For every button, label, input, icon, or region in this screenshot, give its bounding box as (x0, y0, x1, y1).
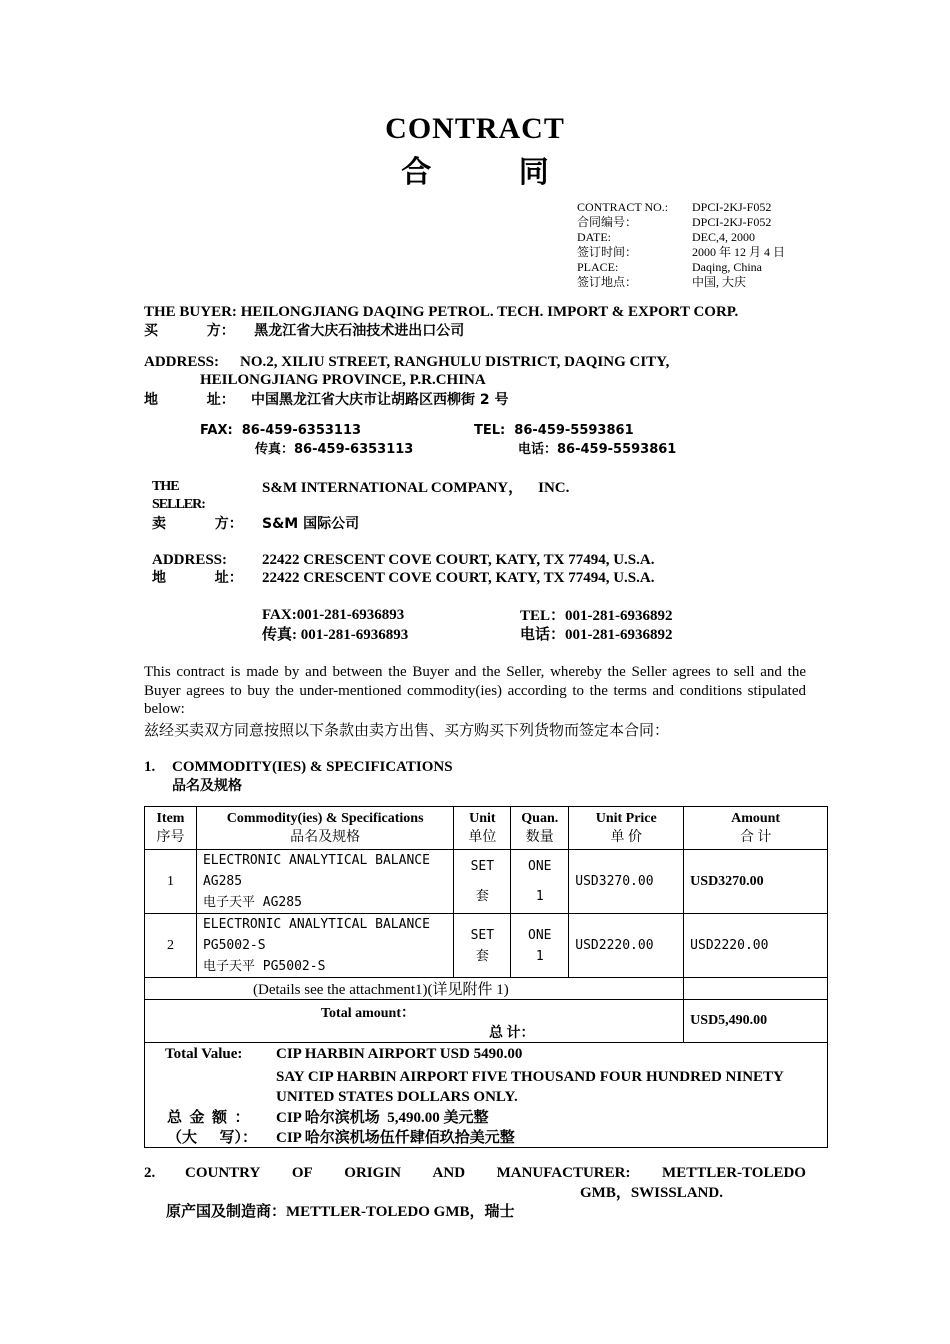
header-cell: Unit 单位 (454, 807, 511, 850)
header-cell: Amount 合 计 (684, 807, 828, 850)
meta-label: PLACE: (577, 260, 619, 274)
seller-fax-cn: 传真: 001-281-6936893 (262, 627, 409, 643)
total-value-label-cn-2: （大 写）： (167, 1130, 258, 1146)
seller-label-cn: 卖 方： (152, 516, 243, 532)
section-2-word: COUNTRY (185, 1165, 261, 1181)
section-1-number: 1. (144, 759, 156, 775)
seller-label-1: THE (152, 479, 179, 494)
seller-address-label: ADDRESS: (152, 552, 228, 568)
total-label-cn: 总 计： (489, 1026, 535, 1041)
section-2-number: 2. (144, 1165, 156, 1181)
intro-text-cn: 兹经买卖双方同意按照以下条款由卖方出售、买方购买下列货物而签定本合同： (144, 723, 670, 739)
total-amount: USD5,490.00 (684, 1000, 828, 1043)
header-cell: Item 序号 (145, 807, 197, 850)
item-amount: USD2220.00 (684, 914, 828, 978)
meta-value: DEC,4, 2000 (692, 230, 755, 244)
meta-label: CONTRACT NO.: (577, 200, 669, 214)
table-row (145, 850, 828, 914)
item-number: 1 (145, 850, 197, 914)
seller-label-2: SELLER: (152, 497, 205, 512)
buyer-address-2: HEILONGJIANG PROVINCE, P.R.CHINA (200, 372, 486, 388)
total-value-label-cn-1: 总 金 额 ： (167, 1110, 250, 1126)
meta-value: 中国, 大庆 (692, 275, 747, 289)
seller-address: 22422 CRESCENT COVE COURT, KATY, TX 77494, U.S.A. (262, 552, 655, 568)
item-number: 2 (145, 914, 197, 978)
header-cell: Unit Price 单 价 (569, 807, 684, 850)
total-value-box (144, 1040, 828, 1148)
table-row (145, 914, 828, 978)
buyer-name: HEILONGJIANG DAQING PETROL. TECH. IMPORT & EXPORT CORP. (240, 304, 739, 320)
seller-fax: FAX:001-281-6936893 (262, 607, 405, 623)
buyer-tel: TEL: 86-459-5593861 (474, 423, 634, 438)
item-unit-price: USD3270.00 (569, 850, 684, 914)
buyer-address-cn: 中国黑龙江省大庆市让胡路区西柳街 2 号 (251, 392, 509, 408)
seller-label (152, 478, 205, 514)
header-cell: Quan. 数量 (511, 807, 569, 850)
buyer-label-cn: 买 方： (144, 323, 235, 339)
meta-label: 合同编号： (577, 215, 638, 229)
meta-value: DPCI-2KJ-F052 (692, 200, 772, 214)
buyer-label: THE BUYER: (144, 304, 237, 320)
buyer-address-label: ADDRESS: (144, 354, 220, 370)
item-description: ELECTRONIC ANALYTICAL BALANCE PG5002-S 电子天平 PG5002-S (196, 914, 453, 978)
details-empty (684, 978, 828, 1000)
header-cell: Commodity(ies) & Specifications 品名及规格 (196, 807, 453, 850)
contract-title: CONTRACT (385, 112, 565, 145)
section-2-word: MANUFACTURER: (496, 1165, 631, 1181)
total-row (145, 1000, 828, 1043)
seller-tel: TEL：001-281-6936892 (520, 608, 673, 624)
contract-meta (577, 200, 785, 290)
section-1-title: COMMODITY(IES) & SPECIFICATIONS (172, 759, 453, 775)
total-label: Total amount： (321, 1006, 416, 1021)
buyer-fax: FAX: 86-459-6353113 (200, 423, 362, 438)
item-description: ELECTRONIC ANALYTICAL BALANCE AG285 电子天平 AG285 (196, 850, 453, 914)
meta-label: 签订地点： (577, 275, 638, 289)
section-2-word: METTLER-TOLEDO (662, 1165, 806, 1181)
contract-title-cn: 合 同 (401, 156, 589, 189)
item-quantity: ONE 1 (511, 850, 569, 914)
total-value-line-2: SAY CIP HARBIN AIRPORT FIVE THOUSAND FOUR HUNDRED NINETY (276, 1069, 784, 1085)
section-2-title (185, 1164, 806, 1182)
intro-text: This contract is made by and between the Buyer and the Seller, whereby the Seller agrees to sell and the Buyer agrees to buy the under-mentioned commodity(ies) according to the terms and conditions stipulated below: (144, 664, 806, 717)
buyer-fax-cn: 传真：86-459-6353113 (255, 442, 414, 457)
seller-name-cn: S&M 国际公司 (262, 516, 360, 532)
meta-value: 2000 年 12 月 4 日 (692, 245, 786, 259)
meta-label: DATE: (577, 230, 611, 244)
seller-name: S&M INTERNATIONAL COMPANY， INC. (262, 480, 570, 496)
table-header-row (145, 807, 828, 850)
goods-table (144, 806, 828, 1043)
buyer-name-cn: 黑龙江省大庆石油技术进出口公司 (254, 323, 465, 339)
buyer-line-cn (144, 322, 464, 340)
total-value-line-4: CIP 哈尔滨机场 5,490.00 美元整 (276, 1110, 489, 1126)
item-amount: USD3270.00 (684, 850, 828, 914)
total-value-label: Total Value: (165, 1046, 243, 1062)
item-unit: SET 套 (454, 850, 511, 914)
section-2-word: OF (291, 1165, 313, 1181)
item-unit-price: USD2220.00 (569, 914, 684, 978)
seller-address-label-cn: 地 址： (152, 570, 243, 586)
buyer-address-label-cn: 地 址： (144, 392, 235, 408)
total-value-line-5: CIP 哈尔滨机场伍仟肆佰玖拾美元整 (276, 1130, 515, 1146)
item-quantity: ONE 1 (511, 914, 569, 978)
meta-value: Daqing, China (692, 260, 762, 274)
buyer-address-1: NO.2, XILIU STREET, RANGHULU DISTRICT, DAQING CITY, (240, 354, 670, 370)
section-2-cn: 原产国及制造商：METTLER-TOLEDO GMB，瑞士 (166, 1204, 515, 1220)
total-value-line-3: UNITED STATES DOLLARS ONLY. (276, 1089, 518, 1105)
section-2-word: ORIGIN (344, 1165, 401, 1181)
item-unit: SET 套 (454, 914, 511, 978)
section-2-word: AND (432, 1165, 466, 1181)
meta-value: DPCI-2KJ-F052 (692, 215, 772, 229)
meta-label: 签订时间： (577, 245, 638, 259)
buyer-line (144, 303, 738, 321)
buyer-tel-cn: 电话：86-459-5593861 (518, 442, 677, 457)
section-1-title-cn: 品名及规格 (172, 778, 242, 794)
seller-address-cn: 22422 CRESCENT COVE COURT, KATY, TX 77494, U.S.A. (262, 570, 655, 586)
seller-tel-cn: 电话：001-281-6936892 (520, 627, 673, 643)
total-label-cell (145, 1000, 684, 1043)
details-row (145, 978, 828, 1000)
total-value-line-1: CIP HARBIN AIRPORT USD 5490.00 (276, 1046, 523, 1062)
details-note: (Details see the attachment1)(详见附件 1) (145, 978, 684, 1000)
section-2-line-2: GMB，SWISSLAND. (580, 1185, 723, 1201)
